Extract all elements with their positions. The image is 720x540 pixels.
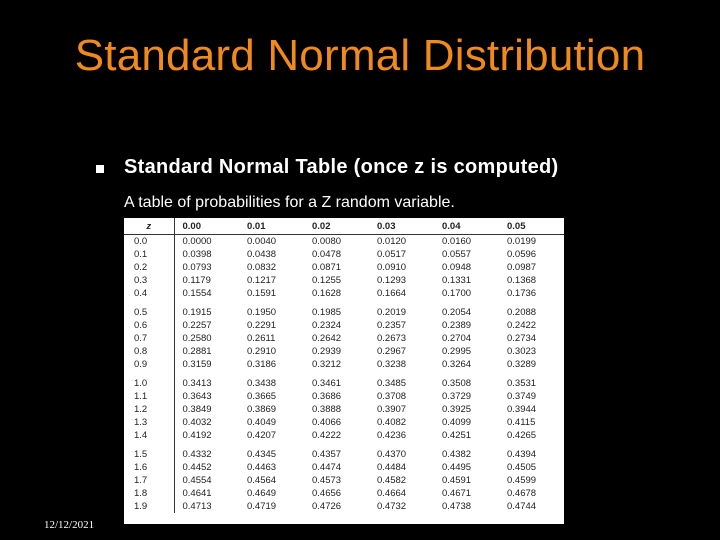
probability-cell: 0.4207 xyxy=(247,430,277,441)
probability-cell: 0.0120 xyxy=(377,236,407,247)
z-value-cell: 1.2 xyxy=(124,403,174,416)
probability-cell: 0.2704 xyxy=(442,333,472,344)
probability-cell: 0.1179 xyxy=(182,275,211,286)
z-value-cell: 0.8 xyxy=(124,345,174,358)
probability-cell: 0.1915 xyxy=(182,307,212,318)
probability-cell: 0.2324 xyxy=(312,320,342,331)
z-value-cell: 1.1 xyxy=(124,390,174,403)
table-row xyxy=(124,429,564,442)
probability-cell: 0.2642 xyxy=(312,333,342,344)
probability-cell: 0.3643 xyxy=(182,391,212,402)
probability-cell: 0.3289 xyxy=(507,359,537,370)
probability-cell: 0.3708 xyxy=(377,391,407,402)
bullet-text: Standard Normal Table (once z is computed) xyxy=(124,156,559,178)
probability-cell: 0.0517 xyxy=(377,249,407,260)
probability-cell: 0.1950 xyxy=(247,307,277,318)
probability-cell: 0.1554 xyxy=(182,288,212,299)
z-value-cell: 0.3 xyxy=(124,274,174,287)
probability-cell: 0.3888 xyxy=(312,404,342,415)
probability-cell: 0.4599 xyxy=(507,475,537,486)
table-row xyxy=(124,287,564,300)
probability-cell: 0.4474 xyxy=(312,462,342,473)
probability-cell: 0.0160 xyxy=(442,236,472,247)
probability-cell: 0.4222 xyxy=(312,430,342,441)
column-header: 0.03 xyxy=(369,218,434,235)
probability-cell: 0.3869 xyxy=(247,404,277,415)
column-header: 0.04 xyxy=(434,218,499,235)
probability-cell: 0.0832 xyxy=(247,262,277,273)
table-row xyxy=(124,345,564,358)
z-value-cell: 1.0 xyxy=(124,371,174,390)
z-value-cell: 0.1 xyxy=(124,248,174,261)
probability-cell: 0.4049 xyxy=(247,417,277,428)
probability-cell: 0.2389 xyxy=(442,320,472,331)
probability-cell: 0.1628 xyxy=(312,288,342,299)
probability-cell: 0.4251 xyxy=(442,430,472,441)
probability-cell: 0.4649 xyxy=(247,488,277,499)
square-bullet-icon xyxy=(96,165,104,173)
probability-cell: 0.1664 xyxy=(377,288,407,299)
table-row xyxy=(124,319,564,332)
probability-cell: 0.2422 xyxy=(507,320,537,331)
probability-cell: 0.0596 xyxy=(507,249,537,260)
probability-cell: 0.4726 xyxy=(312,501,342,512)
table-row xyxy=(124,487,564,500)
probability-cell: 0.3438 xyxy=(247,378,277,389)
probability-cell: 0.4066 xyxy=(312,417,342,428)
probability-cell: 0.2881 xyxy=(182,346,212,357)
z-table xyxy=(124,218,564,513)
probability-cell: 0.4452 xyxy=(182,462,212,473)
probability-cell: 0.2611 xyxy=(247,333,276,344)
probability-cell: 0.4713 xyxy=(182,501,212,512)
z-table-header-row xyxy=(124,218,564,235)
table-row xyxy=(124,390,564,403)
column-header: 0.05 xyxy=(499,218,564,235)
probability-cell: 0.2967 xyxy=(377,346,407,357)
probability-cell: 0.1293 xyxy=(377,275,407,286)
slide-date: 12/12/2021 xyxy=(44,519,95,531)
z-value-cell: 1.6 xyxy=(124,461,174,474)
z-value-cell: 0.5 xyxy=(124,300,174,319)
z-table-body xyxy=(124,235,564,514)
table-row xyxy=(124,261,564,274)
probability-cell: 0.4495 xyxy=(442,462,472,473)
probability-cell: 0.2995 xyxy=(442,346,472,357)
probability-cell: 0.3925 xyxy=(442,404,472,415)
table-row xyxy=(124,461,564,474)
probability-cell: 0.3264 xyxy=(442,359,472,370)
probability-cell: 0.0557 xyxy=(442,249,472,260)
probability-cell: 0.0398 xyxy=(182,249,212,260)
table-row xyxy=(124,442,564,461)
probability-cell: 0.1591 xyxy=(247,288,277,299)
probability-cell: 0.0793 xyxy=(182,262,212,273)
probability-cell: 0.2939 xyxy=(312,346,342,357)
probability-cell: 0.4591 xyxy=(442,475,472,486)
z-value-cell: 0.2 xyxy=(124,261,174,274)
probability-cell: 0.4664 xyxy=(377,488,407,499)
z-value-cell: 1.5 xyxy=(124,442,174,461)
probability-cell: 0.4732 xyxy=(377,501,407,512)
probability-cell: 0.2580 xyxy=(182,333,212,344)
table-row xyxy=(124,403,564,416)
probability-cell: 0.2734 xyxy=(507,333,537,344)
z-column-header: z xyxy=(124,218,174,235)
probability-cell: 0.0000 xyxy=(182,236,212,247)
bullet-row xyxy=(96,156,559,179)
table-row xyxy=(124,416,564,429)
probability-cell: 0.4115 xyxy=(507,417,536,428)
slide-title: Standard Normal Distribution xyxy=(74,31,646,80)
probability-cell: 0.3531 xyxy=(507,378,537,389)
probability-cell: 0.4236 xyxy=(377,430,407,441)
probability-cell: 0.4032 xyxy=(182,417,212,428)
table-row xyxy=(124,300,564,319)
probability-cell: 0.1985 xyxy=(312,307,342,318)
probability-cell: 0.4082 xyxy=(377,417,407,428)
probability-cell: 0.2019 xyxy=(377,307,407,318)
probability-cell: 0.0199 xyxy=(507,236,537,247)
z-table-image xyxy=(124,218,564,524)
table-row xyxy=(124,500,564,513)
probability-cell: 0.4332 xyxy=(182,449,212,460)
probability-cell: 0.4573 xyxy=(312,475,342,486)
probability-cell: 0.1700 xyxy=(442,288,472,299)
probability-cell: 0.3729 xyxy=(442,391,472,402)
z-value-cell: 1.8 xyxy=(124,487,174,500)
z-value-cell: 1.3 xyxy=(124,416,174,429)
column-header: 0.02 xyxy=(304,218,369,235)
probability-cell: 0.4719 xyxy=(247,501,277,512)
probability-cell: 0.3686 xyxy=(312,391,342,402)
z-value-cell: 1.4 xyxy=(124,429,174,442)
probability-cell: 0.4554 xyxy=(182,475,212,486)
probability-cell: 0.4192 xyxy=(182,430,212,441)
probability-cell: 0.1217 xyxy=(247,275,277,286)
table-row xyxy=(124,474,564,487)
probability-cell: 0.4394 xyxy=(507,449,537,460)
probability-cell: 0.2291 xyxy=(247,320,277,331)
probability-cell: 0.2257 xyxy=(182,320,212,331)
title-bar xyxy=(0,0,720,112)
table-row xyxy=(124,274,564,287)
probability-cell: 0.4582 xyxy=(377,475,407,486)
probability-cell: 0.0438 xyxy=(247,249,277,260)
probability-cell: 0.4641 xyxy=(182,488,212,499)
probability-cell: 0.3749 xyxy=(507,391,537,402)
table-row xyxy=(124,248,564,261)
probability-cell: 0.2054 xyxy=(442,307,472,318)
probability-cell: 0.3485 xyxy=(377,378,407,389)
probability-cell: 0.0478 xyxy=(312,249,342,260)
z-value-cell: 0.6 xyxy=(124,319,174,332)
probability-cell: 0.4265 xyxy=(507,430,537,441)
column-header: 0.00 xyxy=(174,218,239,235)
column-header: 0.01 xyxy=(239,218,304,235)
probability-cell: 0.4505 xyxy=(507,462,537,473)
probability-cell: 0.4671 xyxy=(442,488,472,499)
probability-cell: 0.3944 xyxy=(507,404,537,415)
probability-cell: 0.1736 xyxy=(507,288,537,299)
z-value-cell: 0.9 xyxy=(124,358,174,371)
table-row xyxy=(124,358,564,371)
probability-cell: 0.4345 xyxy=(247,449,277,460)
table-description: A table of probabilities for a Z random variable. xyxy=(124,194,455,211)
probability-cell: 0.3849 xyxy=(182,404,212,415)
probability-cell: 0.3186 xyxy=(247,359,277,370)
probability-cell: 0.0040 xyxy=(247,236,277,247)
probability-cell: 0.3212 xyxy=(312,359,342,370)
z-value-cell: 0.4 xyxy=(124,287,174,300)
z-value-cell: 1.7 xyxy=(124,474,174,487)
probability-cell: 0.4382 xyxy=(442,449,472,460)
z-value-cell: 0.7 xyxy=(124,332,174,345)
probability-cell: 0.0080 xyxy=(312,236,342,247)
probability-cell: 0.4744 xyxy=(507,501,537,512)
probability-cell: 0.3461 xyxy=(312,378,342,389)
probability-cell: 0.3159 xyxy=(182,359,212,370)
probability-cell: 0.0871 xyxy=(312,262,342,273)
probability-cell: 0.2910 xyxy=(247,346,277,357)
probability-cell: 0.4678 xyxy=(507,488,537,499)
probability-cell: 0.1368 xyxy=(507,275,537,286)
probability-cell: 0.2088 xyxy=(507,307,537,318)
probability-cell: 0.4370 xyxy=(377,449,407,460)
probability-cell: 0.4738 xyxy=(442,501,472,512)
probability-cell: 0.0910 xyxy=(377,262,407,273)
table-row xyxy=(124,371,564,390)
probability-cell: 0.4357 xyxy=(312,449,342,460)
probability-cell: 0.3508 xyxy=(442,378,472,389)
probability-cell: 0.4463 xyxy=(247,462,277,473)
table-row xyxy=(124,332,564,345)
probability-cell: 0.3665 xyxy=(247,391,277,402)
probability-cell: 0.4564 xyxy=(247,475,277,486)
probability-cell: 0.3413 xyxy=(182,378,212,389)
probability-cell: 0.3907 xyxy=(377,404,407,415)
probability-cell: 0.1255 xyxy=(312,275,342,286)
table-row xyxy=(124,235,564,249)
z-value-cell: 1.9 xyxy=(124,500,174,513)
probability-cell: 0.2357 xyxy=(377,320,407,331)
probability-cell: 0.3238 xyxy=(377,359,407,370)
probability-cell: 0.1331 xyxy=(442,275,472,286)
probability-cell: 0.0948 xyxy=(442,262,472,273)
probability-cell: 0.3023 xyxy=(507,346,537,357)
probability-cell: 0.4484 xyxy=(377,462,407,473)
probability-cell: 0.4099 xyxy=(442,417,472,428)
probability-cell: 0.2673 xyxy=(377,333,407,344)
probability-cell: 0.0987 xyxy=(507,262,537,273)
probability-cell: 0.4656 xyxy=(312,488,342,499)
z-value-cell: 0.0 xyxy=(124,235,174,249)
